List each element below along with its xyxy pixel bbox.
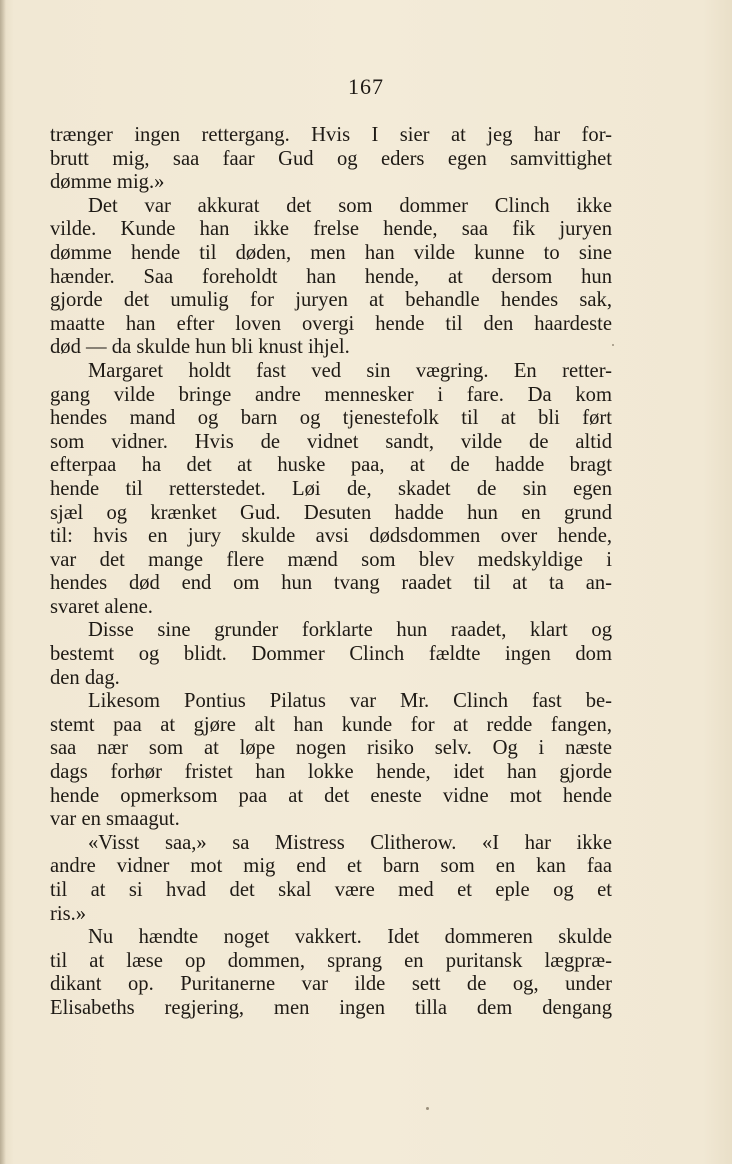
text-line: hendes mand og barn og tjenestefolk til at bli ført — [50, 407, 612, 430]
text-line: hende til retterstedet. Løi de, skadet de sin egen — [50, 477, 612, 500]
text-line: maatte han efter loven overgi hende til den haardeste — [50, 312, 612, 335]
text-line: Margaret holdt fast ved sin vægring. En retter- — [88, 359, 612, 382]
text-line: vilde. Kunde han ikke frelse hende, saa fik juryen — [50, 218, 612, 241]
text-line: svaret alene. — [50, 595, 153, 618]
paper-speck — [426, 1107, 429, 1110]
text-line: bestemt og blidt. Dommer Clinch fældte ingen dom — [50, 643, 612, 666]
text-line: til: hvis en jury skulde avsi dødsdommen over hende, — [50, 525, 612, 548]
text-line: ris.» — [50, 902, 87, 925]
text-line: dømme hende til døden, men han vilde kunne to sine — [50, 241, 612, 264]
text-line: andre vidner mot mig end et barn som en kan faa — [50, 855, 612, 878]
text-line: hendes død end om hun tvang raadet til at ta an- — [50, 572, 612, 595]
text-line: var det mange flere mænd som blev medskyldige i — [50, 548, 612, 571]
text-line: til at læse op dommen, sprang en puritansk lægpræ- — [50, 949, 612, 972]
text-line: Disse sine grunder forklarte hun raadet, klart og — [88, 619, 612, 642]
text-line: var en smaagut. — [50, 808, 180, 831]
text-line: gjorde det umulig for juryen at behandle hendes sak, — [50, 289, 612, 312]
text-line: brutt mig, saa faar Gud og eders egen samvittighet — [50, 147, 612, 170]
page-edge-shadow — [0, 0, 6, 1164]
text-line: Likesom Pontius Pilatus var Mr. Clinch fast be- — [88, 690, 612, 713]
text-line: Nu hændte noget vakkert. Idet dommeren skulde — [88, 926, 612, 949]
text-line: dømme mig.» — [50, 171, 165, 194]
text-line: Elisabeths regjering, men ingen tilla dem dengang — [50, 996, 612, 1019]
text-line: hende opmerksom paa at det eneste vidne mot hende — [50, 784, 612, 807]
text-line: sjæl og krænket Gud. Desuten hadde hun en grund — [50, 501, 612, 524]
text-line: gang vilde bringe andre mennesker i fare. Da kom — [50, 383, 612, 406]
text-line: stemt paa at gjøre alt han kunde for at redde fangen, — [50, 713, 612, 736]
text-line: til at si hvad det skal være med et eple og et — [50, 879, 612, 901]
text-line: dikant op. Puritanerne var ilde sett de og, under — [50, 973, 612, 996]
text-line: hænder. Saa foreholdt han hende, at dersom hun — [50, 265, 612, 288]
text-line: som vidner. Hvis de vidnet sandt, vilde de altid — [50, 430, 612, 453]
body-text — [50, 124, 612, 1021]
text-line: død — da skulde hun bli knust ihjel. — [50, 336, 350, 359]
text-line: «Visst saa,» sa Mistress Clitherow. «I har ikke — [88, 831, 612, 854]
text-line: trænger ingen rettergang. Hvis I sier at jeg har for- — [50, 124, 612, 146]
page-number: 167 — [348, 74, 384, 99]
text-line: saa nær som at løpe nogen risiko selv. Og i næste — [50, 737, 612, 760]
paper-speck — [612, 344, 614, 346]
text-line: efterpaa ha det at huske paa, at de hadde bragt — [50, 454, 612, 477]
text-line: Det var akkurat det som dommer Clinch ikke — [88, 194, 612, 217]
text-line: dags forhør fristet han lokke hende, idet han gjorde — [50, 761, 612, 784]
text-line: den dag. — [50, 666, 120, 689]
